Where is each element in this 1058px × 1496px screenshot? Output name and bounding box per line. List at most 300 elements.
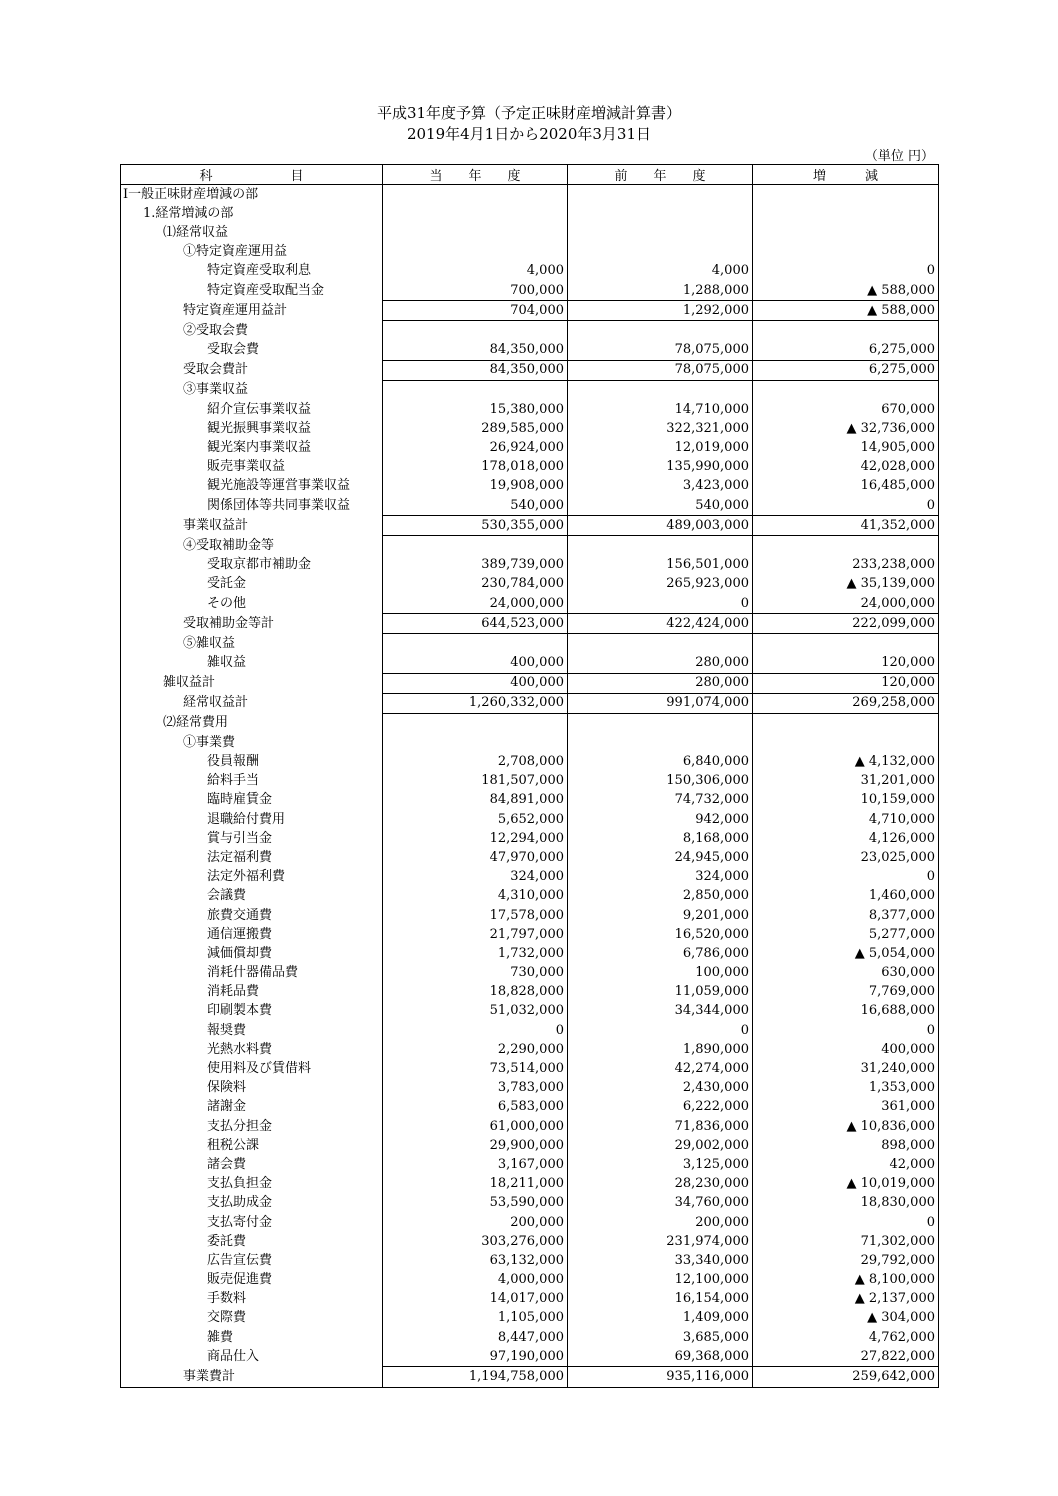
difference-value: 10,159,000 <box>753 791 939 810</box>
difference-value: ▲ 10,019,000 <box>753 1175 939 1194</box>
row-label: 給料手当 <box>121 772 383 791</box>
table-row <box>121 983 939 1002</box>
difference-value: ▲ 35,139,000 <box>753 575 939 594</box>
current-year-value: 14,017,000 <box>383 1290 568 1309</box>
current-year-value: 51,032,000 <box>383 1002 568 1021</box>
table-row <box>121 1232 939 1251</box>
previous-year-value <box>568 243 753 262</box>
row-label: 印刷製本費 <box>121 1002 383 1021</box>
difference-value: 29,792,000 <box>753 1251 939 1270</box>
current-year-value <box>383 714 568 734</box>
difference-value: 233,238,000 <box>753 556 939 575</box>
table-row <box>121 829 939 848</box>
previous-year-value <box>568 714 753 734</box>
difference-value: 6,275,000 <box>753 360 939 380</box>
previous-year-value: 14,710,000 <box>568 400 753 419</box>
row-label: その他 <box>121 594 383 614</box>
row-label: 消耗什器備品費 <box>121 964 383 983</box>
difference-value: ▲ 4,132,000 <box>753 752 939 771</box>
difference-value <box>753 536 939 556</box>
difference-value: 4,126,000 <box>753 829 939 848</box>
current-year-value: 12,294,000 <box>383 829 568 848</box>
difference-value <box>753 733 939 752</box>
table-row <box>121 575 939 594</box>
difference-value <box>753 204 939 223</box>
previous-year-value: 231,974,000 <box>568 1232 753 1251</box>
current-year-value <box>383 243 568 262</box>
row-label: 観光案内事業収益 <box>121 438 383 457</box>
difference-value: 31,201,000 <box>753 772 939 791</box>
header-previous-year: 前 年 度 <box>568 165 753 185</box>
row-label: 観光振興事業収益 <box>121 419 383 438</box>
table-row <box>121 654 939 674</box>
table-row <box>121 791 939 810</box>
table-row <box>121 1347 939 1367</box>
difference-value: 0 <box>753 496 939 516</box>
difference-value: 42,000 <box>753 1155 939 1174</box>
difference-value: 16,485,000 <box>753 477 939 496</box>
previous-year-value: 135,990,000 <box>568 458 753 477</box>
previous-year-value: 0 <box>568 1021 753 1040</box>
current-year-value: 1,732,000 <box>383 944 568 963</box>
previous-year-value: 34,760,000 <box>568 1194 753 1213</box>
previous-year-value: 71,836,000 <box>568 1117 753 1136</box>
row-label: 臨時雇賃金 <box>121 791 383 810</box>
current-year-value: 17,578,000 <box>383 906 568 925</box>
row-label: 役員報酬 <box>121 752 383 771</box>
previous-year-value: 12,019,000 <box>568 438 753 457</box>
difference-value: 400,000 <box>753 1040 939 1059</box>
row-label: 紹介宣伝事業収益 <box>121 400 383 419</box>
current-year-value: 200,000 <box>383 1213 568 1232</box>
previous-year-value <box>568 733 753 752</box>
row-label: ①特定資産運用益 <box>121 243 383 262</box>
row-label: 退職給付費用 <box>121 810 383 829</box>
row-label: 受取京都市補助金 <box>121 556 383 575</box>
difference-value: 18,830,000 <box>753 1194 939 1213</box>
previous-year-value: 16,154,000 <box>568 1290 753 1309</box>
row-label: 保険料 <box>121 1079 383 1098</box>
current-year-value: 700,000 <box>383 281 568 301</box>
row-label: 雑収益計 <box>121 673 383 693</box>
table-row <box>121 848 939 867</box>
previous-year-value: 4,000 <box>568 262 753 281</box>
current-year-value <box>383 733 568 752</box>
current-year-value <box>383 380 568 400</box>
previous-year-value: 3,685,000 <box>568 1328 753 1347</box>
row-label: Ⅰ一般正味財産増減の部 <box>121 185 383 205</box>
current-year-value: 230,784,000 <box>383 575 568 594</box>
row-label: 法定外福利費 <box>121 868 383 887</box>
row-label: 租税公課 <box>121 1136 383 1155</box>
table-row <box>121 341 939 361</box>
current-year-value: 0 <box>383 1021 568 1040</box>
table-row <box>121 458 939 477</box>
difference-value: 120,000 <box>753 673 939 693</box>
row-label: 雑費 <box>121 1328 383 1347</box>
previous-year-value: 1,890,000 <box>568 1040 753 1059</box>
difference-value: 259,642,000 <box>753 1367 939 1387</box>
table-row <box>121 733 939 752</box>
previous-year-value: 6,840,000 <box>568 752 753 771</box>
difference-value: 5,277,000 <box>753 925 939 944</box>
row-label: ⑵経常費用 <box>121 714 383 734</box>
previous-year-value: 74,732,000 <box>568 791 753 810</box>
table-row <box>121 204 939 223</box>
current-year-value: 84,350,000 <box>383 341 568 361</box>
header-difference: 増 減 <box>753 165 939 185</box>
previous-year-value: 78,075,000 <box>568 360 753 380</box>
row-label: 法定福利費 <box>121 848 383 867</box>
table-row <box>121 360 939 380</box>
previous-year-value <box>568 223 753 242</box>
difference-value: 0 <box>753 1213 939 1232</box>
current-year-value: 2,708,000 <box>383 752 568 771</box>
row-label: 特定資産受取利息 <box>121 262 383 281</box>
row-label: 経常収益計 <box>121 693 383 713</box>
difference-value: 6,275,000 <box>753 341 939 361</box>
row-label: ⑤雑収益 <box>121 634 383 654</box>
row-label: 諸謝金 <box>121 1098 383 1117</box>
table-row <box>121 772 939 791</box>
current-year-value: 1,105,000 <box>383 1309 568 1328</box>
table-row <box>121 714 939 734</box>
current-year-value <box>383 223 568 242</box>
difference-value: 42,028,000 <box>753 458 939 477</box>
current-year-value: 53,590,000 <box>383 1194 568 1213</box>
difference-value: 4,710,000 <box>753 810 939 829</box>
difference-value: 16,688,000 <box>753 1002 939 1021</box>
previous-year-value: 2,430,000 <box>568 1079 753 1098</box>
current-year-value: 24,000,000 <box>383 594 568 614</box>
current-year-value: 644,523,000 <box>383 614 568 634</box>
difference-value <box>753 380 939 400</box>
unit-label: （単位 円） <box>864 149 934 164</box>
row-label: 支払寄付金 <box>121 1213 383 1232</box>
previous-year-value: 322,321,000 <box>568 419 753 438</box>
current-year-value: 63,132,000 <box>383 1251 568 1270</box>
table-row <box>121 477 939 496</box>
row-label: 販売促進費 <box>121 1271 383 1290</box>
row-label: 受取会費計 <box>121 360 383 380</box>
table-row <box>121 693 939 713</box>
table-row <box>121 1002 939 1021</box>
difference-value: 361,000 <box>753 1098 939 1117</box>
table-row <box>121 1021 939 1040</box>
current-year-value: 303,276,000 <box>383 1232 568 1251</box>
difference-value: 1,460,000 <box>753 887 939 906</box>
row-label: ②受取会費 <box>121 321 383 341</box>
row-label: 商品仕入 <box>121 1347 383 1367</box>
table-row <box>121 1367 939 1387</box>
current-year-value <box>383 321 568 341</box>
difference-value: ▲ 10,836,000 <box>753 1117 939 1136</box>
difference-value: 269,258,000 <box>753 693 939 713</box>
table-row <box>121 556 939 575</box>
row-label: 報奨費 <box>121 1021 383 1040</box>
row-label: 支払分担金 <box>121 1117 383 1136</box>
row-label: ③事業収益 <box>121 380 383 400</box>
current-year-value: 289,585,000 <box>383 419 568 438</box>
previous-year-value: 150,306,000 <box>568 772 753 791</box>
previous-year-value: 3,423,000 <box>568 477 753 496</box>
row-label: 賞与引当金 <box>121 829 383 848</box>
row-label: 受託金 <box>121 575 383 594</box>
row-label: 観光施設等運営事業収益 <box>121 477 383 496</box>
table-row <box>121 1251 939 1270</box>
previous-year-value <box>568 185 753 205</box>
current-year-value <box>383 185 568 205</box>
row-label: 諸会費 <box>121 1155 383 1174</box>
difference-value: 630,000 <box>753 964 939 983</box>
table-row <box>121 868 939 887</box>
table-row <box>121 1155 939 1174</box>
difference-value: 1,353,000 <box>753 1079 939 1098</box>
current-year-value: 6,583,000 <box>383 1098 568 1117</box>
previous-year-value: 1,288,000 <box>568 281 753 301</box>
table-row <box>121 536 939 556</box>
current-year-value: 15,380,000 <box>383 400 568 419</box>
table-row <box>121 1136 939 1155</box>
row-label: 光熱水料費 <box>121 1040 383 1059</box>
previous-year-value: 78,075,000 <box>568 341 753 361</box>
table-row <box>121 1194 939 1213</box>
previous-year-value: 24,945,000 <box>568 848 753 867</box>
row-label: 支払助成金 <box>121 1194 383 1213</box>
previous-year-value: 280,000 <box>568 673 753 693</box>
previous-year-value: 156,501,000 <box>568 556 753 575</box>
table-row <box>121 1079 939 1098</box>
table-row <box>121 223 939 242</box>
table-row <box>121 243 939 262</box>
table-row <box>121 262 939 281</box>
previous-year-value: 935,116,000 <box>568 1367 753 1387</box>
table-row <box>121 925 939 944</box>
row-label: ④受取補助金等 <box>121 536 383 556</box>
previous-year-value: 1,409,000 <box>568 1309 753 1328</box>
table-row <box>121 400 939 419</box>
row-label: ①事業費 <box>121 733 383 752</box>
row-label: 支払負担金 <box>121 1175 383 1194</box>
row-label: 事業費計 <box>121 1367 383 1387</box>
previous-year-value: 540,000 <box>568 496 753 516</box>
table-row <box>121 810 939 829</box>
previous-year-value: 265,923,000 <box>568 575 753 594</box>
row-label: ⑴経常収益 <box>121 223 383 242</box>
current-year-value: 178,018,000 <box>383 458 568 477</box>
current-year-value: 530,355,000 <box>383 516 568 536</box>
previous-year-value: 42,274,000 <box>568 1059 753 1078</box>
previous-year-value: 100,000 <box>568 964 753 983</box>
difference-value: 7,769,000 <box>753 983 939 1002</box>
row-label: 関係団体等共同事業収益 <box>121 496 383 516</box>
current-year-value: 73,514,000 <box>383 1059 568 1078</box>
table-row <box>121 185 939 205</box>
header-account: 科 目 <box>121 165 383 185</box>
difference-value <box>753 634 939 654</box>
previous-year-value <box>568 380 753 400</box>
table-row <box>121 634 939 654</box>
table-row <box>121 1175 939 1194</box>
table-row <box>121 752 939 771</box>
current-year-value: 540,000 <box>383 496 568 516</box>
budget-table <box>120 164 939 1388</box>
previous-year-value: 991,074,000 <box>568 693 753 713</box>
table-row <box>121 380 939 400</box>
table-row <box>121 516 939 536</box>
current-year-value: 324,000 <box>383 868 568 887</box>
previous-year-value: 6,222,000 <box>568 1098 753 1117</box>
current-year-value: 1,194,758,000 <box>383 1367 568 1387</box>
difference-value <box>753 321 939 341</box>
header-current-year: 当 年 度 <box>383 165 568 185</box>
previous-year-value: 0 <box>568 594 753 614</box>
current-year-value: 8,447,000 <box>383 1328 568 1347</box>
row-label: 雑収益 <box>121 654 383 674</box>
difference-value <box>753 714 939 734</box>
difference-value <box>753 185 939 205</box>
current-year-value: 3,783,000 <box>383 1079 568 1098</box>
current-year-value: 2,290,000 <box>383 1040 568 1059</box>
row-label: 広告宣伝費 <box>121 1251 383 1270</box>
previous-year-value: 11,059,000 <box>568 983 753 1002</box>
current-year-value: 97,190,000 <box>383 1347 568 1367</box>
table-row <box>121 944 939 963</box>
previous-year-value: 16,520,000 <box>568 925 753 944</box>
table-row <box>121 321 939 341</box>
current-year-value: 4,000 <box>383 262 568 281</box>
row-label: 特定資産受取配当金 <box>121 281 383 301</box>
row-label: 販売事業収益 <box>121 458 383 477</box>
table-row <box>121 887 939 906</box>
previous-year-value: 69,368,000 <box>568 1347 753 1367</box>
row-label: 手数料 <box>121 1290 383 1309</box>
current-year-value: 4,310,000 <box>383 887 568 906</box>
previous-year-value: 324,000 <box>568 868 753 887</box>
current-year-value: 704,000 <box>383 301 568 321</box>
current-year-value: 18,828,000 <box>383 983 568 1002</box>
row-label: 減価償却費 <box>121 944 383 963</box>
current-year-value <box>383 204 568 223</box>
row-label: 特定資産運用益計 <box>121 301 383 321</box>
difference-value: 0 <box>753 262 939 281</box>
difference-value: 898,000 <box>753 1136 939 1155</box>
table-row <box>121 438 939 457</box>
table-row <box>121 281 939 301</box>
previous-year-value: 12,100,000 <box>568 1271 753 1290</box>
table-row <box>121 1117 939 1136</box>
difference-value: 8,377,000 <box>753 906 939 925</box>
difference-value: 670,000 <box>753 400 939 419</box>
table-row <box>121 301 939 321</box>
current-year-value: 389,739,000 <box>383 556 568 575</box>
current-year-value: 1,260,332,000 <box>383 693 568 713</box>
difference-value: 31,240,000 <box>753 1059 939 1078</box>
difference-value <box>753 223 939 242</box>
previous-year-value: 2,850,000 <box>568 887 753 906</box>
previous-year-value: 422,424,000 <box>568 614 753 634</box>
previous-year-value: 489,003,000 <box>568 516 753 536</box>
previous-year-value <box>568 204 753 223</box>
previous-year-value: 34,344,000 <box>568 1002 753 1021</box>
difference-value: 0 <box>753 1021 939 1040</box>
current-year-value: 47,970,000 <box>383 848 568 867</box>
previous-year-value <box>568 634 753 654</box>
table-row <box>121 1098 939 1117</box>
table-row <box>121 594 939 614</box>
table-row <box>121 614 939 634</box>
previous-year-value: 29,002,000 <box>568 1136 753 1155</box>
difference-value: ▲ 2,137,000 <box>753 1290 939 1309</box>
current-year-value: 84,891,000 <box>383 791 568 810</box>
table-row <box>121 1328 939 1347</box>
difference-value: 222,099,000 <box>753 614 939 634</box>
row-label: 事業収益計 <box>121 516 383 536</box>
current-year-value: 5,652,000 <box>383 810 568 829</box>
difference-value: ▲ 8,100,000 <box>753 1271 939 1290</box>
row-label: 旅費交通費 <box>121 906 383 925</box>
row-label: 受取会費 <box>121 341 383 361</box>
difference-value <box>753 243 939 262</box>
difference-value: ▲ 32,736,000 <box>753 419 939 438</box>
row-label: 委託費 <box>121 1232 383 1251</box>
current-year-value: 400,000 <box>383 654 568 674</box>
table-row <box>121 1040 939 1059</box>
current-year-value <box>383 536 568 556</box>
previous-year-value: 200,000 <box>568 1213 753 1232</box>
difference-value: ▲ 304,000 <box>753 1309 939 1328</box>
current-year-value <box>383 634 568 654</box>
row-label: 受取補助金等計 <box>121 614 383 634</box>
previous-year-value: 8,168,000 <box>568 829 753 848</box>
difference-value: 0 <box>753 868 939 887</box>
row-label: 1.経常増減の部 <box>121 204 383 223</box>
table-row <box>121 1309 939 1328</box>
difference-value: ▲ 588,000 <box>753 301 939 321</box>
table-row <box>121 419 939 438</box>
current-year-value: 26,924,000 <box>383 438 568 457</box>
table-row <box>121 964 939 983</box>
difference-value: 14,905,000 <box>753 438 939 457</box>
current-year-value: 61,000,000 <box>383 1117 568 1136</box>
row-label: 消耗品費 <box>121 983 383 1002</box>
difference-value: 71,302,000 <box>753 1232 939 1251</box>
previous-year-value: 6,786,000 <box>568 944 753 963</box>
table-row <box>121 1271 939 1290</box>
difference-value: 24,000,000 <box>753 594 939 614</box>
difference-value: 120,000 <box>753 654 939 674</box>
previous-year-value: 9,201,000 <box>568 906 753 925</box>
table-header <box>121 165 939 185</box>
difference-value: 23,025,000 <box>753 848 939 867</box>
table-body <box>121 185 939 1388</box>
previous-year-value: 280,000 <box>568 654 753 674</box>
table-row <box>121 1213 939 1232</box>
previous-year-value: 1,292,000 <box>568 301 753 321</box>
previous-year-value: 942,000 <box>568 810 753 829</box>
table-row <box>121 1059 939 1078</box>
current-year-value: 19,908,000 <box>383 477 568 496</box>
previous-year-value: 33,340,000 <box>568 1251 753 1270</box>
current-year-value: 29,900,000 <box>383 1136 568 1155</box>
difference-value: 27,822,000 <box>753 1347 939 1367</box>
table-row <box>121 1290 939 1309</box>
previous-year-value: 28,230,000 <box>568 1175 753 1194</box>
difference-value: 41,352,000 <box>753 516 939 536</box>
row-label: 会議費 <box>121 887 383 906</box>
current-year-value: 400,000 <box>383 673 568 693</box>
current-year-value: 84,350,000 <box>383 360 568 380</box>
